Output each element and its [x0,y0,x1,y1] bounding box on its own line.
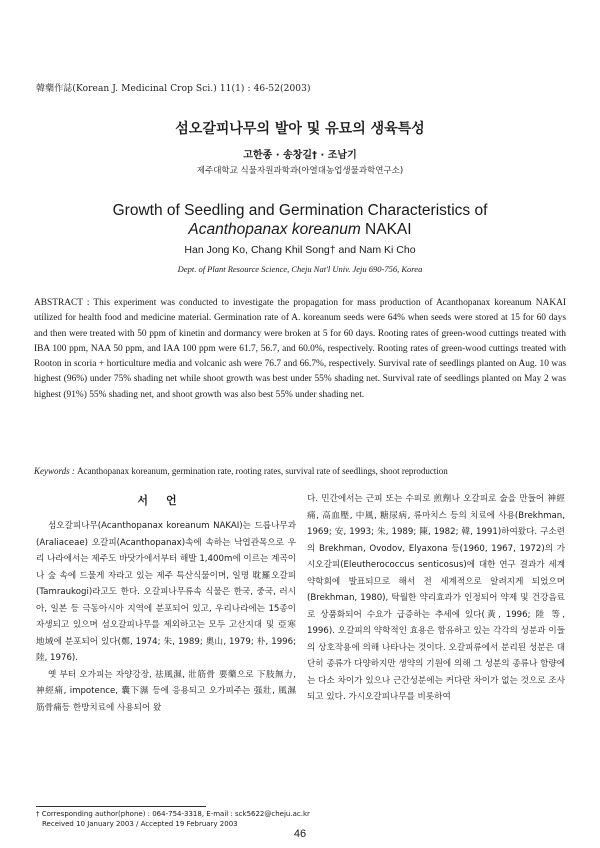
abstract [34,296,566,403]
journal-header: 韓藥作誌(Korean J. Medicinal Crop Sci.) 11(1) : 46-52(2003) [36,84,311,94]
keywords [34,466,566,476]
korean-affiliation: 제주대학교 식물자원과학과(아열대농업생물과학연구소) [196,166,404,176]
english-title-species: Acanthopanax koreanum [188,221,361,238]
section-title-introduction: 서언 [137,494,195,507]
left-column [36,518,296,716]
footnote-divider [36,806,206,807]
right-column-paragraph: 다. 민간에서는 근피 또는 수피로 煎劑나 오갈피로 술을 만들어 神經痛, 高血壓, 中風, 糖尿病, 류마치스 등의 치료에 사용(Brekhman, 1969; 安, 1993; 朱, 1989; 陳, 1982; 韓, 1991)하여왔다. 구소련의 Brekhman, Ovodov, Elyaxona 등(1960, 1967, 1972)의 가시오갈피(Eleutherococcus senticosus)에 대한 연구 결과가 세계 약학회에 발표되므로 해서 전 세계적으로 알려지게 되었으며(Brekhman, 1980), 탁월한 약리효과가 인정되어 약제 및 건강음료로 상품화되어 수요가 급증하는 추세에 있다(黃, 1996; 陸 等, 1996). 오갈피의 약학적인 효용은 함유하고 있는 각각의 성분과 이들의 상호작용에 의해 나타나는 것이다. 오갈피류에서 분리된 성분은 대단히 종류가 다양하지만 생약의 기원에 의해 그 성분의 종류나 함량에는 다소 차이가 있으나 근간성분에는 커다란 차이가 없는 것으로 조사되고 있다. 가시오갈피나무를 비롯하여 [307,494,565,702]
korean-title: 섬오갈피나무의 발아 및 유묘의 생육특성 [175,121,425,137]
footnote [36,809,310,829]
english-title [0,201,600,239]
english-affiliation: Dept. of Plant Resource Science, Cheju Nat'l Univ. Jeju 690-756, Korea [177,264,423,274]
english-authors: Han Jong Ko, Chang Khil Song† and Nam Ki Cho [184,244,416,256]
korean-authors: 고한종 · 송창길† · 조남기 [243,150,357,161]
footnote-corresponding: † Corresponding author(phone) : 064-754-3318, E-mail : sck5622@cheju.ac.kr [36,810,310,818]
abstract-label: ABSTRACT : [34,298,94,308]
right-column [307,491,565,706]
footnote-received: Received 10 January 2003 / Accepted 19 February 2003 [42,820,238,828]
english-title-line1: Growth of Seedling and Germination Characteristics of [112,202,488,219]
abstract-text: This experiment was conducted to investigate the propagation for mass production of Acanthopanax koreanum NAKAI utilized for health food and medicine material. Germination rate of A. koreanum seeds were 64% when seeds were stored at 15 for 60 days and then were treated with 50 ppm of kinetin and dormancy were broken at 5 for 60 days. Rooting rates of green-wood cuttings treated with IBA 100 ppm, NAA 50 ppm, and IAA 100 ppm were 61.7, 56.7, and 60.0%, respectively. Rooting rates of green-wood cuttings treated with Rooton in scoria + horticulture media and volcanic ash were 76.7 and 66.7%, respectively. Survival rate of seedlings planted on Aug. 10 was highest (96%) under 75% shading net while shoot growth was best under 55% shading net. Survival rate of seedlings planted on May 2 was highest (91%) 55% shading net, and shoot growth was also best 55% under shading net. [34,298,566,400]
left-column-paragraph: 옛 부터 오가피는 자양강장, 祛風濕, 壯筋骨 要藥으로 下肢無力, 神經痛, impotence, 囊下濕 등에 응용되고 오가피주는 强壯, 風濕 筋骨痛등 한방치료에 사용되어 왔 [36,669,296,713]
left-column-paragraph: 섬오갈피나무(Acanthopanax koreanum NAKAI)는 드릅나무과(Araliaceae) 오갈피(Acanthopanax)속에 속하는 낙엽관목으로 우리 나라에서는 제주도 바닷가에서부터 해발 1,400m에 이르는 계곡이나 숲 속에 드물게 자라고 있는 제주 특산식물이며, 일명 耽羅오갈피(Tamraukogi)라고도 한다. 오갈피나무류속 식물은 한국, 중국, 러시아, 일본 등 극동아시아 지역에 분포되어 있고, 우리나라에는 15종이 자생되고 있으며 섬오갈피나무를 제외하고는 모두 고산지대 및 亞寒地域에 분포되어 있다(鄭, 1974; 朱, 1989; 奧山, 1979; 朴, 1996; 陸, 1976). [36,521,296,663]
english-title-line2 [0,220,600,239]
english-title-author: NAKAI [360,221,412,238]
keywords-label: Keywords : [34,466,78,476]
keywords-text: Acanthopanax koreanum, germination rate, rooting rates, survival rate of seedlings, shoot reproduction [77,466,448,476]
page-number: 46 [293,828,307,840]
